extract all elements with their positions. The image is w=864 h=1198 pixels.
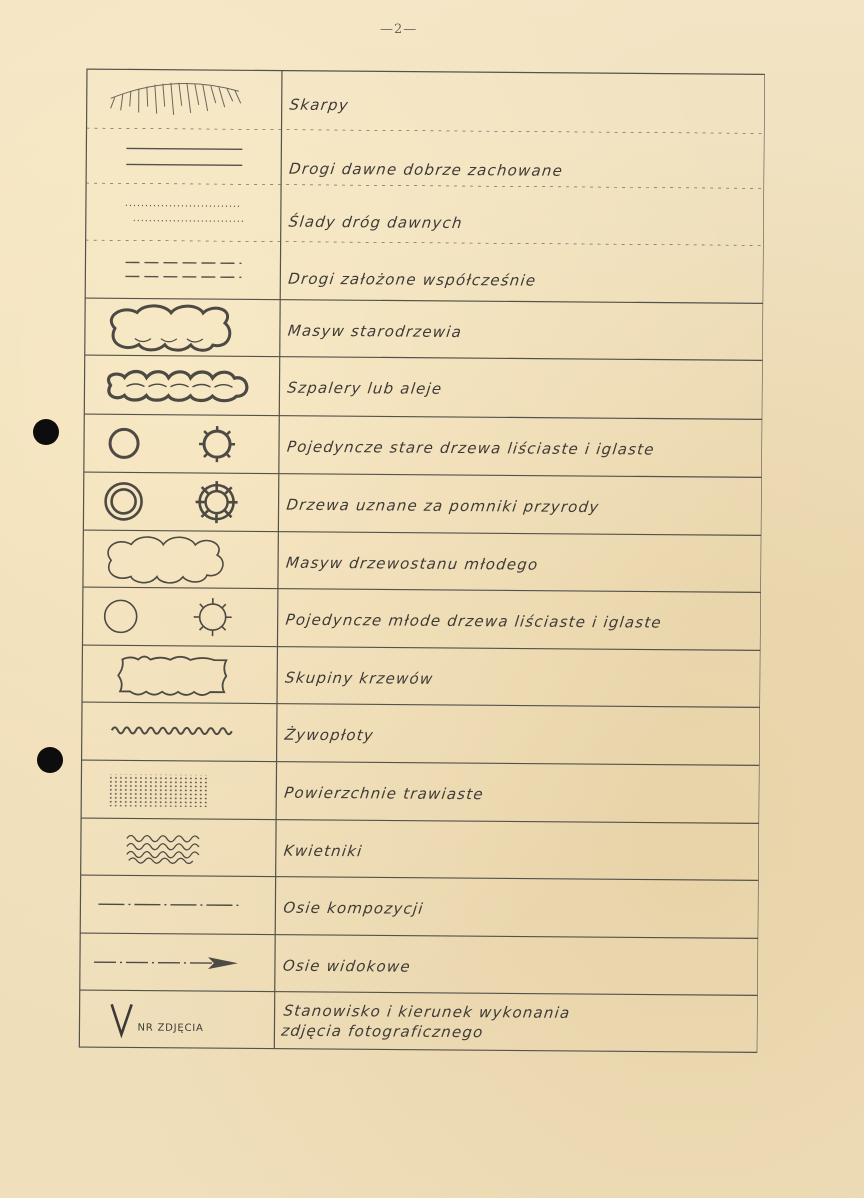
legend-label-line-1: Stanowisko i kierunek wykonania [282,1001,572,1022]
dash-dot-line-icon [68,875,266,935]
double-solid-line-icon [74,128,272,185]
legend-row-old-stand [73,298,763,360]
old-tree-cluster-icon [73,298,271,357]
legend-row-flowerbeds [69,818,759,880]
legend-row-single-old-trees [72,414,762,477]
grass-dot-fill-icon [69,760,267,820]
young-tree-cluster-icon [71,530,269,589]
legend-label: Powierzchnie trawiaste [283,783,485,804]
legend-label: Szpalery lub aleje [286,378,444,398]
single-young-trees-icon [70,587,268,647]
double-dashed-line-icon [73,240,271,300]
legend-row-composition-axes [68,875,758,938]
legend-label: Osie kompozycji [282,898,425,918]
shrub-group-icon [70,645,268,704]
legend-row-view-axes [68,933,758,995]
legend-label: Masyw drzewostanu młodego [285,553,540,574]
legend-row-photo-position [67,990,757,1052]
legend-label: Drogi założone współcześnie [287,269,538,290]
monument-trees-icon [71,472,269,532]
legend-label-line-2: zdjęcia fotograficznego [280,1021,485,1042]
flowerbed-squiggle-icon [69,818,267,877]
legend-row-grass [69,760,759,823]
legend-row-young-stand [71,530,761,592]
legend-row-single-young-trees [70,587,760,650]
legend-row-slopes [75,68,765,133]
legend-label: Drogi dawne dobrze zachowane [288,159,565,180]
hedge-wave-line-icon [70,702,268,762]
dash-dot-arrow-icon [68,933,266,992]
double-dotted-line-icon [74,183,272,242]
punch-hole-bottom [37,747,63,773]
punch-hole-top [33,419,59,445]
single-old-trees-icon [72,414,270,474]
photo-v-mark-icon [67,990,265,1049]
legend-row-old-roads [74,128,764,188]
legend-label [280,1001,571,1043]
legend-label: Ślady dróg dawnych [287,212,464,233]
legend-label: Skupiny krzewów [284,668,435,688]
legend-label: Osie widokowe [281,956,412,976]
page-number: —2— [380,22,418,37]
legend-row-avenues [72,355,762,419]
legend-row-monument-trees [71,472,761,535]
legend-label: Żywopłoty [283,725,375,745]
legend-label: Masyw starodrzewia [286,321,464,342]
tree-row-chain-icon [72,355,270,416]
legend-row-old-road-traces [74,183,764,245]
legend-label: Kwietniki [282,841,364,861]
slope-hatching-icon [75,68,273,130]
legend-label: Skarpy [288,95,350,115]
legend-label: Pojedyncze stare drzewa liściaste i iglaste [286,437,656,459]
legend-label: Pojedyncze młode drzewa liściaste i iglaste [284,610,663,632]
legend-row-hedges [70,702,760,765]
legend-table [67,68,765,1053]
legend-label: Drzewa uznane za pomniki przyrody [285,495,601,517]
legend-row-shrubs [70,645,760,707]
legend-row-new-roads [73,240,763,303]
photo-number-caption: NR ZDJĘCIA [137,1022,204,1035]
